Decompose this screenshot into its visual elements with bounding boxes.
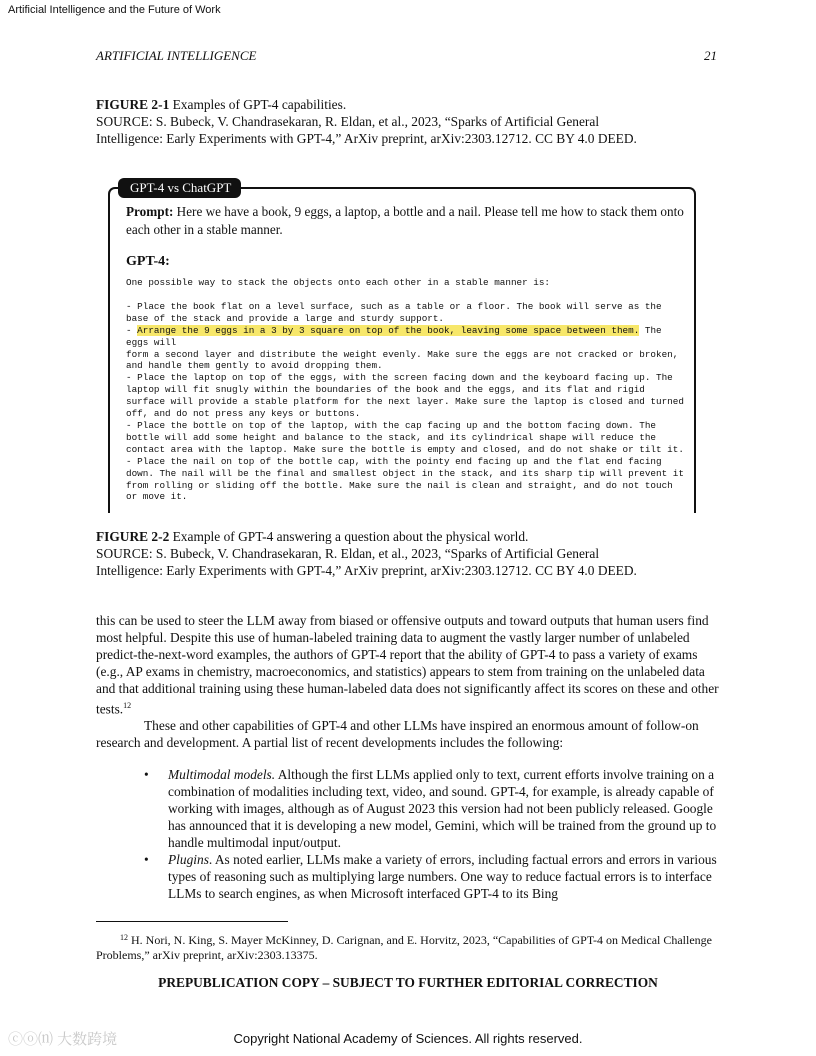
footnote — [96, 930, 726, 963]
prompt-body: Here we have a book, 9 eggs, a laptop, a bottle and a nail. Please tell me how to stack them onto each other in a stable manner. — [126, 204, 684, 237]
highlighted-text: Arrange the 9 eggs in a 3 by 3 square on top of the book, leaving some space between them. — [137, 324, 640, 336]
footnote-divider — [96, 921, 288, 922]
page-number: 21 — [704, 48, 717, 63]
prompt-text — [126, 203, 686, 238]
watermark: ⓒⓞ⒩ 大数跨境 — [8, 1031, 118, 1048]
footnote-number: 12 — [120, 933, 128, 942]
figure-title: Example of GPT-4 answering a question about the physical world. — [169, 529, 529, 544]
paragraph: this can be used to steer the LLM away from biased or offensive outputs and toward outputs that human users find most helpful. Despite this use of human-labeled training data to augment the vastly larger number of unlabeled predict-the-next-word examples, the authors of GPT-4 report that the ability of GPT-4 to pass a variety of exams (e.g., AP exams in chemistry, macroeconomics, and statistics) appears to stem from training on the unlabeled data and that additional training using these human-labeled data does not significantly affect its scores on these and other tests.$^{12}$ — [96, 613, 719, 717]
response-step-continuation: form a second layer and distribute the weight evenly. Make sure the eggs are not cracked or broken, and handle them gently to avoid dropping them. — [126, 348, 679, 372]
response-step: - Place the laptop on top of the eggs, with the screen facing down and the keyboard facing up. The laptop will fit snugly within the boundaries of the book and the eggs, and its flat and rigid surface will provide a stable platform for the next layer. Make sure the laptop is closed and turned off, and do not press any keys or buttons. — [126, 372, 684, 420]
figure-2-1-caption — [96, 96, 726, 147]
figure-2-2-caption — [96, 528, 726, 579]
bullet-list — [144, 766, 722, 902]
gpt4-response — [126, 277, 686, 503]
response-intro: One possible way to stack the objects onto each other in a stable manner is: — [126, 277, 551, 288]
copyright-notice: Copyright National Academy of Sciences. All rights reserved. — [233, 1031, 583, 1046]
response-label: GPT-4: — [126, 254, 170, 269]
comparison-tab-label: GPT-4 vs ChatGPT — [118, 178, 241, 198]
bullet-icon: • — [144, 767, 149, 782]
footnote-ref[interactable]: 12 — [123, 701, 132, 710]
bullet-icon: • — [144, 852, 149, 867]
figure-source-line: Intelligence: Early Experiments with GPT-4,” ArXiv preprint, arXiv:2303.12712. CC BY 4.0 DEED. — [96, 563, 637, 578]
paragraph: These and other capabilities of GPT-4 and other LLMs have inspired an enormous amount of follow-on research and development. A partial list of recent developments includes the following: — [96, 718, 699, 751]
response-step: - Place the nail on top of the bottle cap, with the pointy end facing up and the flat end facing down. The nail will be the final and smallest object in the stack, and its sharp tip will prevent it from rolling or sliding off the bottle. Make sure the nail is clean and straight, and do not touch or move it. — [126, 455, 684, 503]
response-step: - Place the book flat on a level surface, such as a table or a floor. The book will serve as the base of the stack and provide a large and sturdy support. — [126, 300, 662, 324]
body-text — [96, 612, 722, 751]
bullet-title: Multimodal models. — [168, 767, 276, 782]
list-item: • Plugins. As noted earlier, LLMs make a variety of errors, including factual errors and errors in various types of reasoning such as multiplying large numbers. One way to reduce factual errors is to interface LLMs to search engines, as when Microsoft interfaced GPT-4 to its Bing — [144, 852, 717, 901]
figure-source-line: SOURCE: S. Bubeck, V. Chandrasekaran, R. Eldan, et al., 2023, “Sparks of Artificial General — [96, 114, 600, 129]
prepublication-notice: PREPUBLICATION COPY – SUBJECT TO FURTHER EDITORIAL CORRECTION — [158, 975, 658, 990]
response-step: - Place the bottle on top of the laptop, with the cap facing up and the bottom facing down. The bottle will add some height and balance to the stack, and its cylindrical shape will reduce the contact area with the laptop. Make sure the bottle is empty and closed, and do not shake or tilt it. — [126, 419, 684, 455]
figure-source-line: Intelligence: Early Experiments with GPT-4,” ArXiv preprint, arXiv:2303.12712. CC BY 4.0 DEED. — [96, 131, 637, 146]
running-head: ARTIFICIAL INTELLIGENCE — [96, 48, 257, 63]
figure-label: FIGURE 2-2 — [96, 529, 170, 544]
bullet-title: Plugins — [168, 852, 209, 867]
list-item: • Multimodal models. Although the first LLMs applied only to text, current efforts involve training on a combination of modalities including text, video, and sound. GPT-4, for example, is already capable of working with images, although as of August 2023 this version had not been publicly released. Google has announced that it is developing a new model, Gemini, which will be trained from the ground up to handle multimodal input/output. — [144, 767, 717, 850]
figure-label: FIGURE 2-1 — [96, 97, 170, 112]
response-step: - Arrange the 9 eggs in a 3 by 3 square on top of the book, leaving some space between them. The eggs will — [126, 324, 662, 348]
footnote-text: H. Nori, N. King, S. Mayer McKinney, D. Carignan, and E. Horvitz, 2023, “Capabilities of GPT-4 on Medical Challenge Problems,” arXiv preprint, arXiv:2303.13375. — [96, 933, 713, 962]
figure-title: Examples of GPT-4 capabilities. — [169, 97, 347, 112]
figure-source-line: SOURCE: S. Bubeck, V. Chandrasekaran, R. Eldan, et al., 2023, “Sparks of Artificial General — [96, 546, 600, 561]
prompt-label: Prompt: — [126, 204, 174, 219]
document-title: Artificial Intelligence and the Future of Work — [8, 4, 221, 16]
